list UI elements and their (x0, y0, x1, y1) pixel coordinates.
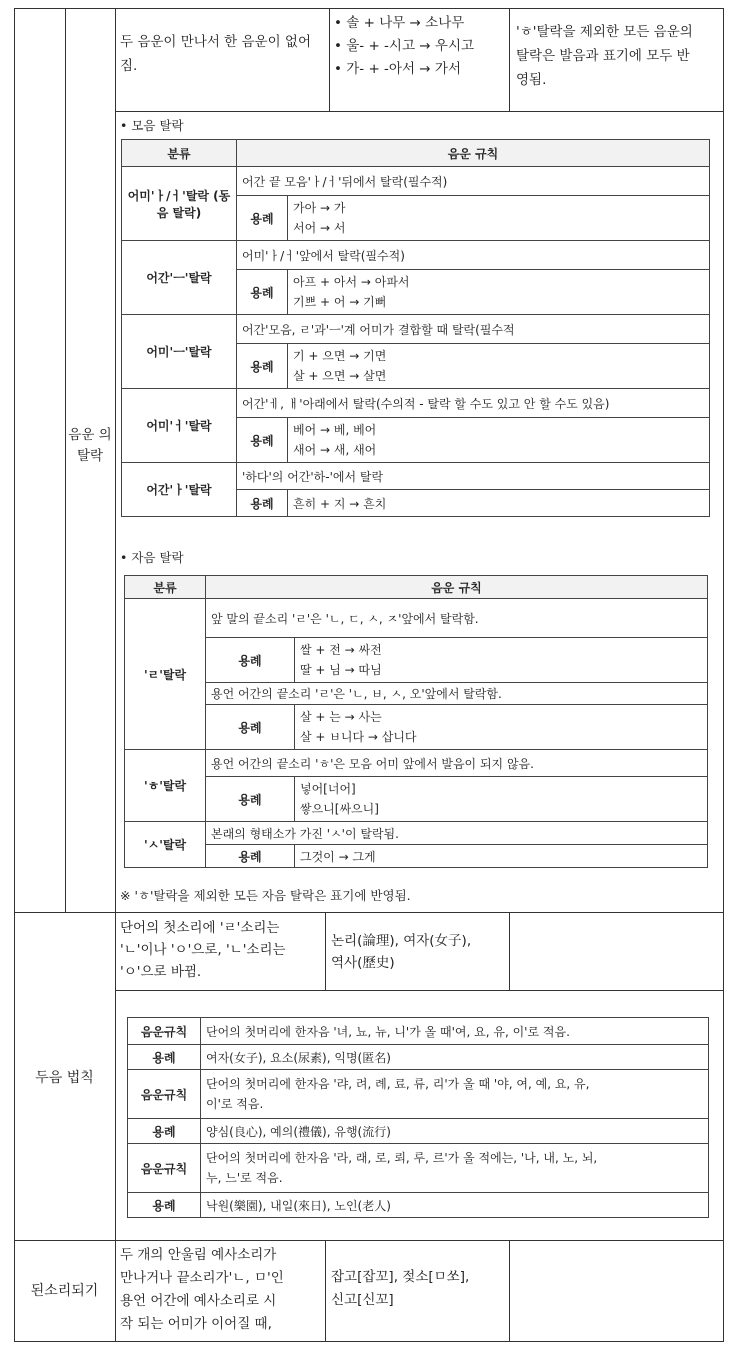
dueum-ex-1-text: 여자(女子), 요소(尿素), 익명(匿名) (201, 1045, 709, 1070)
consonant-r-name: 'ㄹ'탈락 (125, 599, 206, 750)
dueum-rule-3-label: 음운규칙 (128, 1144, 201, 1193)
top-examples (334, 12, 506, 81)
vowel-deletion-table (121, 139, 710, 517)
dueum-ex-3-label: 용례 (128, 1193, 201, 1218)
vowel-row-1-example-label: 용례 (237, 196, 288, 241)
dueum-description: 단어의 첫소리에 'ㄹ'소리는 'ㄴ'이나 'ㅇ'으로, 'ㄴ'소리는 'ㅇ'으로 바뀜. (120, 920, 286, 980)
vowel-row-5-example-label: 용례 (237, 490, 288, 517)
vowel-row-4-name: 어미'ㅓ'탈락 (122, 389, 237, 463)
dueum-rule-1-text: 단어의 첫머리에 한자음 '녀, 뇨, 뉴, 니'가 올 때'여, 요, 유, 이'로 적음. (201, 1018, 709, 1045)
vowel-header-category: 분류 (122, 140, 237, 167)
consonant-h-name: 'ㅎ'탈락 (125, 750, 206, 822)
vowel-row-2-name: 어간'ㅡ'탈락 (122, 241, 237, 315)
consonant-r-examples-1: 쌀 + 전 → 싸전 딸 + 님 → 따님 (295, 638, 708, 683)
consonant-s-rule: 본래의 형태소가 가진 'ㅅ'이 탈락됨. (206, 822, 708, 845)
consonant-r-example-label-2: 용례 (206, 705, 295, 750)
dueum-rule-3-text: 단어의 첫머리에 한자음 '라, 래, 로, 뢰, 루, 르'가 올 적에는, '나, 내, 노, 뇌, 누, 느'로 적음. (201, 1144, 709, 1193)
consonant-r-rule-2: 용언 어간의 끝소리 'ㄹ'은 'ㄴ, ㅂ, ㅅ, 오'앞에서 탈락함. (206, 683, 708, 705)
consonant-s-name: 'ㅅ'탈락 (125, 822, 206, 868)
vowel-row-3-rule: 어간'모음, ㄹ'과'ㅡ'계 어미가 결합할 때 탈락(필수적 (237, 315, 710, 344)
dueum-ex-2-text: 양심(良心), 예의(禮儀), 유행(流行) (201, 1119, 709, 1144)
consonant-header-rule: 음운 규칙 (206, 576, 708, 599)
section-label-deletion: 음운 의 탈락 (68, 427, 112, 464)
fortis-description: 두 개의 안울림 예사소리가 만나거나 끝소리가'ㄴ, ㅁ'인 용언 어간에 예사소리로 시 작 되는 어미가 이어질 때, (120, 1247, 284, 1332)
vowel-row-5-examples: 흔히 + 지 → 흔치 (288, 490, 710, 517)
top-example-3: • 가- + -아서 → 가서 (334, 61, 461, 77)
dueum-ex-2-label: 용례 (128, 1119, 201, 1144)
vowel-row-1-name: 어미'ㅏ/ㅓ'탈락 (동음 탈락) (122, 167, 237, 241)
consonant-h-examples: 넣어[너어] 쌓으니[싸으니] (295, 777, 708, 822)
consonant-h-example-label: 용례 (206, 777, 295, 822)
dueum-ex-3-text: 낙원(樂園), 내일(來日), 노인(老人) (201, 1193, 709, 1218)
dueum-ex-1-label: 용례 (128, 1045, 201, 1070)
vowel-row-3-name: 어미'ㅡ'탈락 (122, 315, 237, 389)
dueum-example: 논리(論理), 여자(女子), 역사(歷史) (331, 933, 472, 971)
top-example-2: • 울- + -시고 → 우시고 (334, 38, 475, 54)
vowel-deletion-title: • 모음 탈락 (120, 118, 184, 133)
vowel-row-2-example-label: 용례 (237, 270, 288, 315)
consonant-r-examples-2: 살 + 는 → 사는 살 + ㅂ니다 → 삽니다 (295, 705, 708, 750)
consonant-deletion-table (124, 575, 708, 868)
vowel-row-3-examples: 기 + 으면 → 기면 살 + 으면 → 살면 (288, 344, 710, 389)
consonant-s-examples: 그것이 → 그게 (295, 845, 708, 868)
vowel-row-4-rule: 어간'ㅔ, ㅐ'아래에서 탈락(수의적 - 탈락 할 수도 있고 안 할 수도 있음) (237, 389, 710, 418)
dueum-rule-2-label: 음운규칙 (128, 1070, 201, 1119)
dueum-rule-1-label: 음운규칙 (128, 1018, 201, 1045)
fortis-label: 된소리되기 (30, 1283, 99, 1299)
vowel-row-1-examples: 가아 → 가 서어 → 서 (288, 196, 710, 241)
vowel-row-3-example-label: 용례 (237, 344, 288, 389)
consonant-h-rule: 용언 어간의 끝소리 'ㅎ'은 모음 어미 앞에서 발음이 되지 않음. (206, 750, 708, 777)
consonant-s-example-label: 용례 (206, 845, 295, 868)
vowel-row-2-rule: 어미'ㅏ/ㅓ'앞에서 탈락(필수적) (237, 241, 710, 270)
vowel-row-5-rule: '하다'의 어간'하-'에서 탈락 (237, 463, 710, 490)
vowel-row-1-rule: 어간 끝 모음'ㅏ/ㅓ'뒤에서 탈락(필수적) (237, 167, 710, 196)
top-example-1: • 솔 + 나무 → 소나무 (334, 15, 465, 31)
dueum-label: 두음 법칙 (35, 1070, 94, 1086)
fortis-example: 잡고[잡꼬], 젖소[ㅁ쏘], 신고[신꼬] (331, 1269, 470, 1308)
dueum-rule-2-text: 단어의 첫머리에 한자음 '랴, 려, 례, 료, 류, 리'가 올 때 '야, 여, 예, 요, 유, 이'로 적음. (201, 1070, 709, 1119)
top-note: 'ㅎ'탈락을 제외한 모든 음운의 탈락은 발음과 표기에 모두 반영됨. (516, 24, 693, 88)
top-description: 두 음운이 만나서 한 음운이 없어짐. (120, 34, 311, 74)
consonant-deletion-title: • 자음 탈락 (120, 550, 184, 565)
consonant-r-example-label-1: 용례 (206, 638, 295, 683)
vowel-header-rule: 음운 규칙 (237, 140, 710, 167)
vowel-row-5-name: 어간'ㅏ'탈락 (122, 463, 237, 517)
consonant-deletion-note: ※ 'ㅎ'탈락을 제외한 모든 자음 탈락은 표기에 반영됨. (120, 888, 411, 903)
consonant-header-category: 분류 (125, 576, 206, 599)
vowel-row-4-example-label: 용례 (237, 418, 288, 463)
consonant-r-rule-1: 앞 말의 끝소리 'ㄹ'은 'ㄴ, ㄷ, ㅅ, ㅈ'앞에서 탈락함. (206, 599, 708, 638)
vowel-row-4-examples: 베어 → 베, 베어 새어 → 새, 새어 (288, 418, 710, 463)
dueum-rules-table (127, 1017, 709, 1218)
vowel-row-2-examples: 아프 + 아서 → 아파서 기쁘 + 어 → 기뻐 (288, 270, 710, 315)
